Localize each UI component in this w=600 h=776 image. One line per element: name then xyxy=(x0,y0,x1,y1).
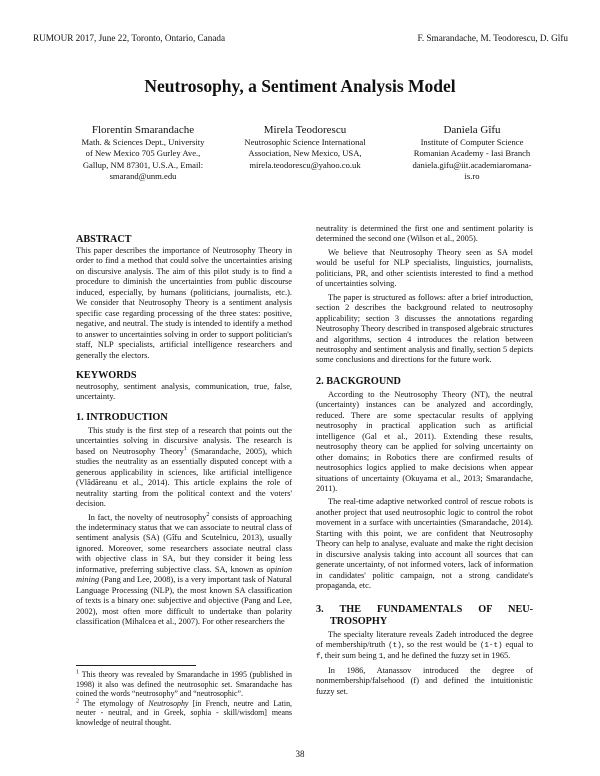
introduction-paragraph-2: In fact, the novelty of neutrosophy$^2$ consists of approaching the indeterminacy status that we can associate to neutral class of sentiment analysis (SA) (Gîfu and Scutelnicu, 2013), usually ignored. Moreover, some researchers associate neutral class with objective class in SA, but they consider it being less informative, preferring subjective class. SA, known as opinion mining (Pang and Lee, 2008), is a very important task of Natural Language Processing (NLP), the most known SA classification of texts is a binary one: subjective and objective (Pang and Lee, 2002), most often more difficult to undertake than polarity classification (Mihalcea et al., 2007). For other researchers the xyxy=(76,511,292,627)
introduction-heading: 1. INTRODUCTION xyxy=(76,411,168,423)
background-heading: 2. BACKGROUND xyxy=(316,375,401,387)
footnotes xyxy=(76,670,292,728)
footnote-ref-1: 1 xyxy=(183,446,187,453)
keywords-heading: KEYWORDS xyxy=(76,369,137,381)
author-email: smarand@unm.edu xyxy=(109,171,177,182)
keywords-text: neutrosophy, sentiment analysis, communication, true, false, uncertainty. xyxy=(76,381,292,402)
author-affiliation-line: Association, New Mexico, USA, xyxy=(248,148,362,159)
paper-title: Neutrosophy, a Sentiment Analysis Model xyxy=(144,76,456,96)
author-affiliation-line: Gallup, NM 87301, U.S.A., Email: xyxy=(82,159,204,170)
fundamentals-heading: 3. THE FUNDAMENTALS OF NEU- TROSOPHY xyxy=(316,603,533,627)
author-name: Mirela Teodorescu xyxy=(263,124,347,136)
left-column xyxy=(76,234,292,628)
background-paragraph-1: According to the Neutrosophy Theory (NT), the neutral (uncertainty) instances can be analyzed and accordingly, reduced. There are some spectacular results of applying neutrosophy in practical application such as artificial intelligence (Gal et al., 2011). Extending these results, neutrosophy theory can be applied for solving uncertainty on other domains; in Robotics there are confirmed results of neutrosophics logics applied to make decisions when appear situations of uncertainty (Okuyama et al., 2013; Smarandache, 2011). xyxy=(316,389,533,493)
author-affiliation-line: Institute of Computer Science xyxy=(420,137,524,147)
author-block-3 xyxy=(397,124,547,183)
page-number: 38 xyxy=(295,749,305,759)
footnote-rule xyxy=(76,665,196,666)
author-name: Florentin Smarandache xyxy=(91,124,195,136)
author-email: mirela.teodorescu@yahoo.co.uk xyxy=(249,159,361,170)
fundamentals-paragraph-2: In 1986, Atanassov introduced the degree of nonmembership/falsehood (f) and defined the intuitionistic fuzzy set. xyxy=(316,665,533,696)
author-affiliation-line: of New Mexico 705 Gurley Ave., xyxy=(85,148,201,159)
right-column xyxy=(316,224,533,697)
fundamentals-paragraph-1: The specialty literature reveals Zadeh introduced the degree of membership/truth (t), so the rest would be (1-t) equal to f, their sum being 1, and he defined the fuzzy set in 1965. xyxy=(316,629,534,662)
background-paragraph-2: The real-time adaptive networked control of rescue robots is another project that used neutrosophic logic to control the robot movement in a surface with uncertainties (Smarandache, 2014). Starting with this point, we are confident that Neutrosophy Theory can help to analyse, evaluate and make the right decision in discursive analysis taking into account all sources that can generate uncertainty, of not informed voters, lack of information in candidates' politic campaign, not a strong candidate's propaganda, etc. xyxy=(316,497,533,591)
author-affiliation-line: Neutrosophic Science International xyxy=(244,137,366,147)
footnote-2: $^2$ The etymology of Neutrosophy [in French, neutre and Latin, neuter - neutral, and in Greek, sophia - skill/wisdom] means knowledge of neutral thought. xyxy=(76,698,292,727)
author-block-1 xyxy=(68,124,218,183)
introduction-paragraph-1: This study is the first step of a research that points out the uncertainties solving in discursive analysis. The research is based on Neutrosophy Theory$^1$ (Smarandache, 2005), which studies the neutrality as an essentially disputed concept with a generous applicability in sciences, like artificial intelligence (Vlădăreanu et al., 2014). This article explains the role of neutrality starting from the political context and the voters' decision. xyxy=(76,425,292,509)
author-affiliation-line: Math. & Sciences Dept., University xyxy=(81,137,205,147)
running-header-right: F. Smarandache, M. Teodorescu, D. Gîfu xyxy=(417,33,568,43)
author-name: Daniela Gîfu xyxy=(443,124,501,136)
abstract-heading: ABSTRACT xyxy=(76,234,132,245)
author-affiliation-line: Romanian Academy - Iasi Branch xyxy=(413,148,531,159)
footnote-ref-2: 2 xyxy=(206,511,210,518)
author-email: daniela.gifu@iit.academiaromana- xyxy=(412,159,532,170)
intro-continued-paragraph: neutrality is determined the first one and sentiment polarity is determined the second one (Wilson et al., 2005). xyxy=(316,224,533,244)
running-header-left: RUMOUR 2017, June 22, Toronto, Ontario, Canada xyxy=(33,33,226,43)
author-block-2 xyxy=(231,124,379,171)
author-email: is.ro xyxy=(464,171,480,182)
abstract-text: This paper describes the importance of Neutrosophy Theory in order to find a method that could solve the uncertainties arising on discursive analysis. The aim of this pilot study is to find a procedure to diminish the uncertainties from public discourse induced, especially, by humans (politicians, journalists, etc.). We consider that Neutrosophy Theory is a sentiment analysis specific case regarding processing of the three states: positive, negative, and neutral. The study is intended to identify a method to answer to uncertainties solving in order to support politician's staff, NLP specialists, artificial intelligence researchers and generally the electors. xyxy=(76,246,292,360)
intro-paragraph-4: The paper is structured as follows: after a brief introduction, section 2 describes the background related to neutrosophy applicability; section 3 discusses the annotations regarding Neutrosophy Theory described in transposed algebraic structures and algorithms, section 4 introduces the relation between neutrosophy and sentiment analysis and finally, section 5 depicts some conclusions and directions for the future work. xyxy=(316,292,533,365)
footnote-1: $^1$ This theory was revealed by Smarandache in 1995 (published in 1998) it also was defined the neutrosophic set. Smarandache has coined the words “neutrosophy” and “neutrosophic”. xyxy=(76,669,292,699)
intro-paragraph-3: We believe that Neutrosophy Theory seen as SA model would be useful for NLP specialists, linguistics, journalists, politicians, PR, and other scientists interested to find a method of uncertainties solving. xyxy=(316,247,533,289)
